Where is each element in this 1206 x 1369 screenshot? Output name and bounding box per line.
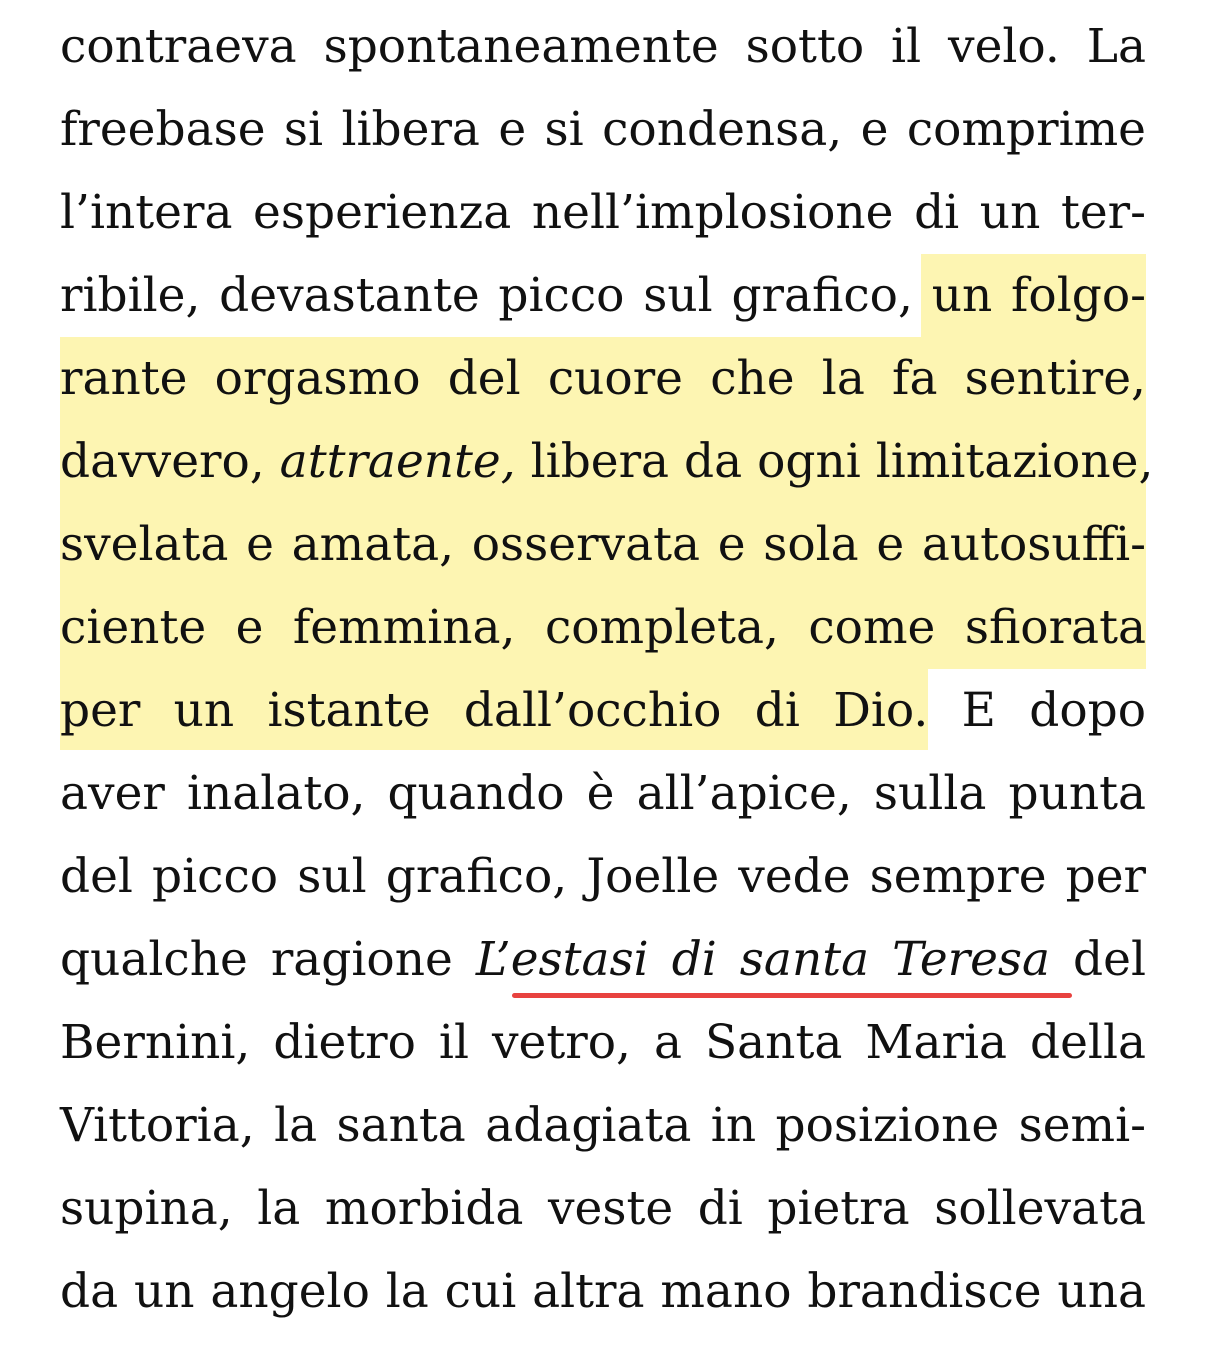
text-line-4: ribile, devastante picco sul grafico, un folgo- bbox=[60, 268, 1147, 323]
text-line-5 bbox=[60, 337, 1146, 420]
red-underline-annotation[interactable] bbox=[512, 993, 1072, 998]
text-line-1: contraeva spontaneamente sotto il velo. La bbox=[60, 19, 1146, 74]
text-line-13: Bernini, dietro il vetro, a Santa Maria della bbox=[60, 1015, 1146, 1070]
text-line-7 bbox=[60, 503, 1146, 586]
text-line-2: freebase si libera e si condensa, e comprime bbox=[60, 102, 1146, 157]
text-line-8 bbox=[60, 586, 1146, 669]
text-line-10: aver inalato, quando è all’apice, sulla punta bbox=[60, 766, 1146, 821]
highlighted-text: per un istante dall’occhio di Dio. bbox=[60, 683, 929, 738]
highlighted-text: ciente e femmina, completa, come sfiorata bbox=[60, 600, 1146, 655]
text-line-6: davvero, attraente, libera da ogni limitazione, bbox=[60, 434, 1154, 489]
highlighted-text: un folgo- bbox=[931, 268, 1147, 323]
text-line-15: supina, la morbida veste di pietra sollevata bbox=[60, 1181, 1146, 1236]
text-line-16: da un angelo la cui altra mano brandisce una bbox=[60, 1264, 1146, 1319]
highlighted-text: rante orgasmo del cuore che la fa sentire, bbox=[60, 351, 1146, 406]
text-line-14: Vittoria, la santa adagiata in posizione semi- bbox=[60, 1098, 1146, 1153]
text-line-3: l’intera esperienza nell’implosione di un ter- bbox=[60, 185, 1146, 240]
text-line-11: del picco sul grafico, Joelle vede sempre per bbox=[60, 849, 1146, 904]
highlighted-text: svelata e amata, osservata e sola e autosuffi- bbox=[60, 517, 1146, 572]
text-line-12: qualche ragione L’estasi di santa Teresa del bbox=[60, 932, 1146, 987]
italic-word: attraente, bbox=[279, 434, 516, 489]
underlined-title[interactable]: L’estasi di santa Teresa bbox=[475, 932, 1051, 987]
text-line-9: per un istante dall’occhio di Dio. E dopo bbox=[60, 683, 1146, 738]
